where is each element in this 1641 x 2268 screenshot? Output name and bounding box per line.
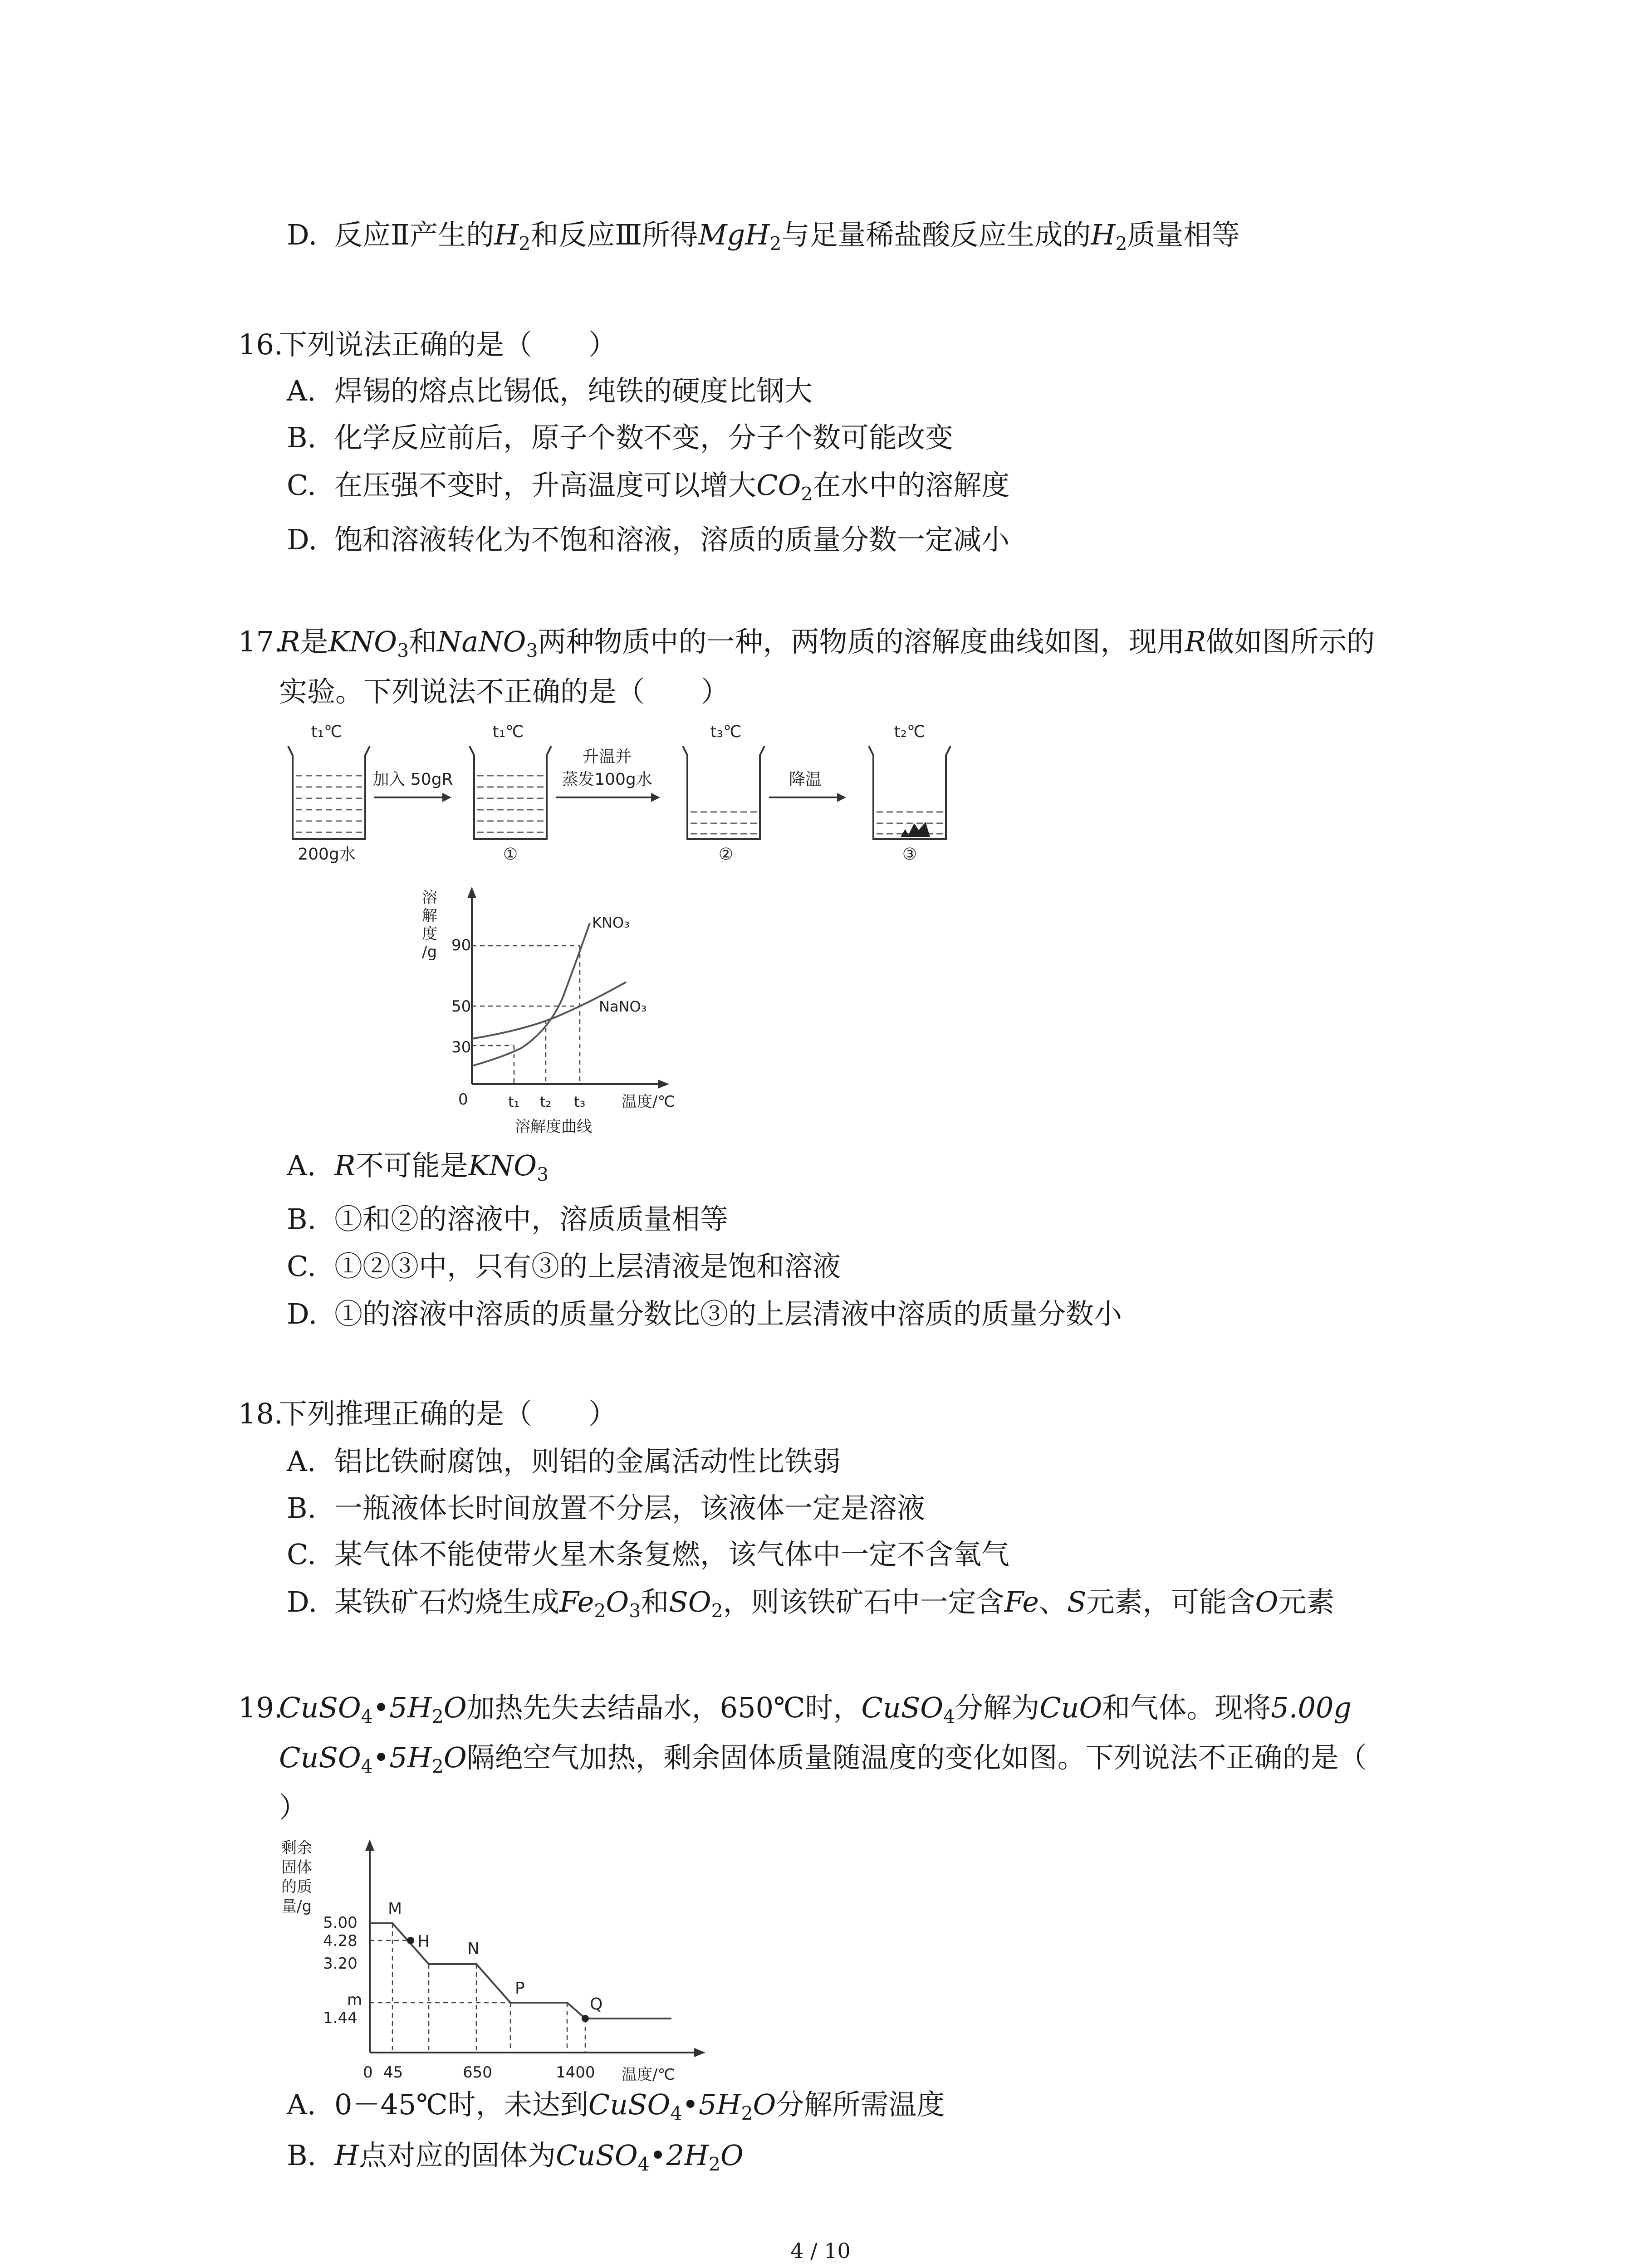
beaker-2: [683, 723, 764, 864]
point-q: Q: [590, 1995, 603, 2014]
point-h-dot: [407, 1937, 414, 1944]
xlabel: 温度/℃: [622, 1093, 675, 1111]
q15-option-d: D. 反应Ⅱ产生的$H_2$和反应Ⅲ所得MgH$_2$与足量稀盐酸反应生成的$H_2$质量相等: [287, 218, 1240, 255]
xtick-t1: t₁: [508, 1093, 520, 1110]
q18-option-d: D. 某铁矿石灼烧生成$Fe_2O_3$和$SO_2$，则该铁矿石中一定含Fe、S元素，可能含O元素: [287, 1585, 1335, 1622]
q17-stem-line2: 实验。下列说法不正确的是（ ）: [279, 675, 730, 708]
crystal-precipitate: [901, 822, 930, 837]
xlabel: 温度/℃: [622, 2066, 675, 2084]
ytick-5.00: 5.00: [323, 1914, 358, 1932]
q19-option-a: A. 0－45℃时，未达到$CuSO_4•5H_2O$分解所需温度: [287, 2088, 945, 2125]
curve-caption: 溶解度曲线: [515, 1118, 592, 1136]
mass-curve: [370, 1923, 671, 2019]
q19-stem-line3: ）: [279, 1791, 308, 1824]
arrow3-label: 降温: [789, 770, 822, 789]
origin-label: 0: [458, 1090, 468, 1109]
q17-option-a: A. R不可能是$KNO_3$: [287, 1149, 549, 1186]
temp-0: t₁℃: [311, 723, 343, 741]
point-q-dot: [582, 2015, 589, 2022]
arrow1-label: 加入 50gR: [372, 770, 453, 789]
ylabel-line-2: 固体: [281, 1858, 312, 1877]
xtick-t2: t₂: [540, 1093, 552, 1110]
label-3: ③: [902, 845, 917, 864]
xtick-0: 0: [363, 2063, 373, 2082]
beaker-3: [869, 723, 950, 864]
ytick-1.44: 1.44: [323, 2009, 358, 2027]
label-1: ①: [503, 845, 518, 864]
ytick-4.28: 4.28: [323, 1932, 358, 1950]
beaker-1: [470, 723, 551, 864]
ytick-3.20: 3.20: [323, 1955, 358, 1973]
xtick-650: 650: [463, 2063, 492, 2082]
q19-option-b: B. H点对应的固体为$CuSO_4•2H_2O$: [287, 2139, 744, 2175]
page-number: 4 / 10: [790, 2239, 851, 2263]
water-label: 200g水: [298, 845, 356, 864]
temp-1: t₁℃: [492, 723, 524, 741]
q16-stem: 16.下列说法正确的是（ ）: [238, 328, 617, 361]
q17-option-b: B. ①和②的溶液中，溶质质量相等: [287, 1202, 729, 1236]
ylabel-char-1: 溶: [422, 889, 437, 907]
q16-option-c: C. 在压强不变时，升高温度可以增大$CO_2$在水中的溶解度: [287, 469, 1010, 505]
series-kno3-label: KNO₃: [592, 914, 630, 931]
xtick-45: 45: [383, 2063, 403, 2082]
ylabel-line-4: 量/g: [281, 1897, 312, 1916]
q17-option-d: D. ①的溶液中溶质的质量分数比③的上层清液中溶质的质量分数小: [287, 1297, 1122, 1330]
xtick-t3: t₃: [574, 1093, 586, 1110]
ytick-90: 90: [451, 936, 471, 954]
ytick-m: m: [347, 1991, 362, 2009]
ylabel-char-3: 度: [422, 925, 437, 943]
q16-option-b: B. 化学反应前后，原子个数不变，分子个数可能改变: [287, 421, 954, 454]
xtick-1400: 1400: [556, 2063, 595, 2082]
temp-3: t₂℃: [894, 723, 926, 741]
point-m: M: [388, 1900, 402, 1918]
arrow2-label-b: 蒸发100g水: [562, 770, 652, 789]
point-p: P: [515, 1979, 525, 1998]
q18-option-a: A. 铝比铁耐腐蚀，则铝的金属活动性比铁弱: [287, 1445, 841, 1478]
point-n: N: [467, 1940, 480, 1958]
point-h: H: [417, 1932, 430, 1951]
q18-option-b: B. 一瓶液体长时间放置不分层，该液体一定是溶液: [287, 1491, 926, 1525]
q18-option-c: C. 某气体不能使带火星木条复燃，该气体中一定不含氧气: [287, 1538, 1010, 1571]
ylabel-line-3: 的质: [281, 1878, 312, 1896]
q19-stem-line1: $19.CuSO_4•5H_2O$加热先失去结晶水，650℃时，CuSO$_4$分解为CuO和气体。现将5.00g: [238, 1691, 1352, 1728]
q16-option-d: D. 饱和溶液转化为不饱和溶液，溶质的质量分数一定减小: [287, 523, 1010, 556]
label-2: ②: [718, 845, 734, 864]
q17-solubility-curve: [408, 885, 726, 1139]
q17-option-c: C. ①②③中，只有③的上层清液是饱和溶液: [287, 1250, 841, 1283]
series-nano3-label: NaNO₃: [599, 998, 647, 1015]
q16-option-a: A. 焊锡的熔点比锡低，纯铁的硬度比钢大: [287, 374, 813, 407]
curve-kno3: [472, 923, 590, 1066]
arrow2-label-a: 升温并: [582, 748, 632, 766]
temp-2: t₃℃: [710, 723, 742, 741]
ylabel-char-4: /g: [422, 943, 437, 961]
q17-process-figure: [272, 721, 1021, 880]
q19-stem-line2: $CuSO_4•5H_2O$隔绝空气加热，剩余固体质量随温度的变化如图。下列说法不正确的是（: [279, 1741, 1367, 1778]
q18-stem: 18.下列推理正确的是（ ）: [238, 1397, 617, 1430]
q19-mass-temperature-graph: [272, 1833, 749, 2087]
ytick-30: 30: [451, 1038, 471, 1056]
ylabel-char-2: 解: [422, 907, 437, 925]
beaker-start: [288, 723, 370, 864]
ylabel-line-1: 剩余: [281, 1839, 312, 1857]
q17-stem-line1: 17.R是$KNO_3$和NaNO$_3$两种物质中的一种，两物质的溶解度曲线如图，现用R做如图所示的: [238, 625, 1375, 662]
ytick-50: 50: [451, 997, 471, 1016]
